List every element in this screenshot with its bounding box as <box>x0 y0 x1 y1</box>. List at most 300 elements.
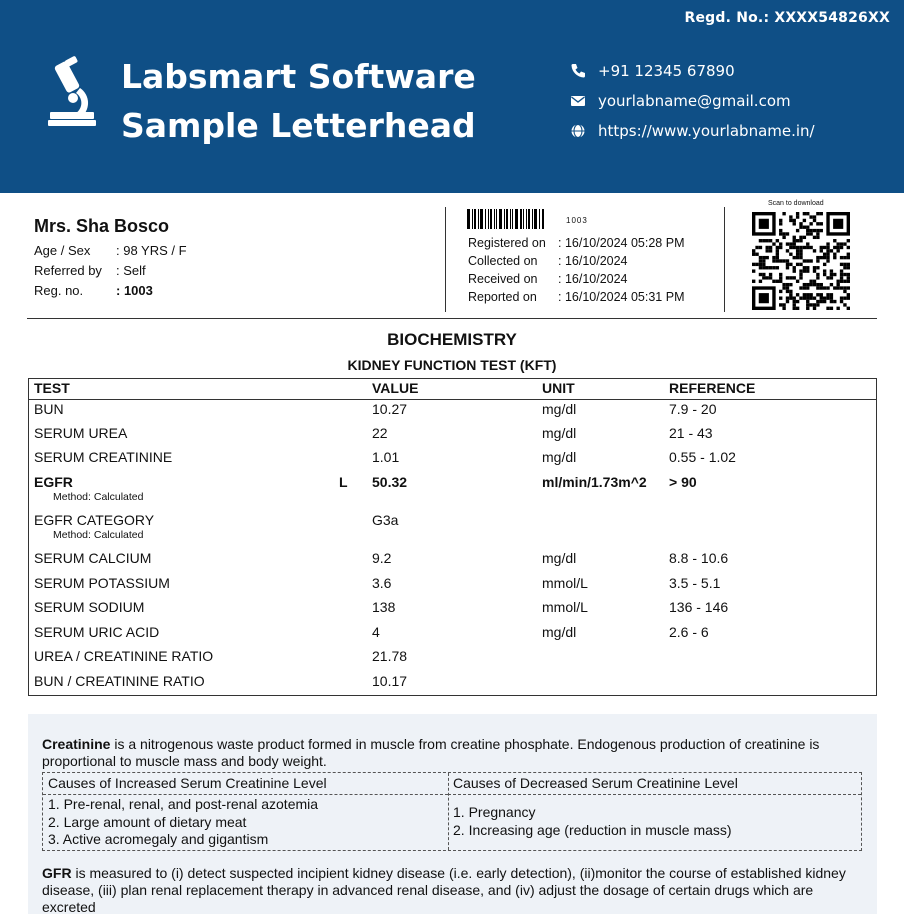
barcode-bar <box>499 209 502 229</box>
field-label: Referred by <box>34 262 102 278</box>
department-title: BIOCHEMISTRY <box>387 330 517 349</box>
date-label: Collected on <box>468 254 538 268</box>
qr-module <box>836 283 839 286</box>
qr-module <box>826 246 829 249</box>
qr-module <box>843 242 846 245</box>
qr-module <box>847 286 850 289</box>
barcode-bar <box>472 209 473 229</box>
qr-module <box>840 273 843 276</box>
barcode-bar <box>510 209 511 229</box>
reference-range: 21 - 43 <box>669 425 713 441</box>
qr-module <box>830 276 833 279</box>
qr-module <box>820 286 823 289</box>
qr-module <box>789 283 792 286</box>
qr-module <box>836 307 839 310</box>
registered-on <box>468 234 684 252</box>
barcode-bar <box>528 209 530 229</box>
website-text: https://www.yourlabname.in/ <box>598 122 815 140</box>
qr-module <box>796 215 799 218</box>
qr-module <box>820 283 823 286</box>
qr-module <box>776 256 779 259</box>
result-unit: mmol/L <box>542 599 588 615</box>
qr-module <box>755 246 758 249</box>
qr-module <box>776 253 779 256</box>
qr-module <box>843 263 846 266</box>
qr-module <box>803 219 806 222</box>
test-name: SERUM UREA <box>34 425 128 441</box>
qr-module <box>793 236 796 239</box>
qr-caption: Scan to download <box>768 200 824 207</box>
qr-module <box>772 242 775 245</box>
qr-module <box>779 222 782 225</box>
qr-module <box>813 303 816 306</box>
qr-module <box>803 212 806 215</box>
qr-module <box>793 300 796 303</box>
field-label: Age / Sex <box>34 242 91 258</box>
test-name: EGFR CATEGORY <box>34 512 155 528</box>
reference-range: 0.55 - 1.02 <box>669 449 736 465</box>
date-label: Received on <box>468 272 538 286</box>
patient-age-sex <box>34 240 187 260</box>
qr-module <box>803 283 806 286</box>
qr-module <box>776 239 779 242</box>
qr-module <box>816 236 819 239</box>
increased-causes-list <box>48 796 318 849</box>
qr-module <box>836 242 839 245</box>
qr-module <box>816 256 819 259</box>
result-value: 50.32 <box>372 474 408 490</box>
qr-module <box>799 239 802 242</box>
qr-module <box>799 246 802 249</box>
qr-module <box>793 239 796 242</box>
qr-module <box>752 253 755 256</box>
result-value: 138 <box>372 599 396 615</box>
qr-module <box>782 303 785 306</box>
result-value: 10.17 <box>372 673 408 689</box>
qr-module <box>816 232 819 235</box>
barcode-bar <box>539 209 540 229</box>
test-name: SERUM CREATININE <box>34 449 173 465</box>
barcode-bar <box>474 209 476 229</box>
qr-module <box>847 263 850 266</box>
qr-module <box>836 246 839 249</box>
result-unit: mg/dl <box>542 401 577 417</box>
qr-module <box>820 212 823 215</box>
causes-table <box>42 772 862 851</box>
microscope-icon <box>46 58 102 128</box>
list-item: 2. Large amount of dietary meat <box>48 813 247 830</box>
test-name: SERUM POTASSIUM <box>34 575 170 591</box>
brand-line-1: Labsmart Software <box>121 57 476 96</box>
qr-module <box>806 269 809 272</box>
qr-module <box>816 293 819 296</box>
qr-module <box>847 239 850 242</box>
qr-module <box>847 307 850 310</box>
list-item: 1. Pre-renal, renal, and post-renal azotemia <box>48 796 319 812</box>
qr-module <box>809 283 812 286</box>
qr-module <box>759 263 762 266</box>
qr-module <box>759 293 769 303</box>
qr-module <box>796 253 799 256</box>
qr-module <box>752 280 755 283</box>
qr-module <box>782 212 785 215</box>
result-unit: mg/dl <box>542 624 577 640</box>
qr-module <box>830 307 833 310</box>
qr-module <box>786 286 789 289</box>
qr-module <box>793 266 796 269</box>
qr-module <box>799 249 802 252</box>
qr-module <box>789 215 792 218</box>
qr-module <box>766 249 769 252</box>
qr-module <box>830 269 833 272</box>
brand-title <box>121 52 476 150</box>
qr-module <box>786 263 789 266</box>
barcode-bar <box>478 209 479 229</box>
qr-module <box>769 273 772 276</box>
qr-module <box>806 300 809 303</box>
barcode-bar <box>496 209 497 229</box>
date-value: : 16/10/2024 <box>558 254 628 268</box>
qr-module <box>809 229 812 232</box>
result-value: 9.2 <box>372 550 392 566</box>
qr-module <box>762 266 765 269</box>
qr-module <box>840 286 843 289</box>
qr-module <box>769 266 772 269</box>
divider <box>27 318 877 319</box>
qr-module <box>833 253 836 256</box>
phone-icon <box>570 63 586 79</box>
qr-module <box>806 212 809 215</box>
column-header: VALUE <box>372 380 419 396</box>
qr-module <box>793 256 796 259</box>
result-unit: mg/dl <box>542 550 577 566</box>
qr-module <box>830 249 833 252</box>
qr-module <box>833 286 836 289</box>
result-unit: mg/dl <box>542 425 577 441</box>
qr-module <box>840 246 843 249</box>
qr-module <box>847 293 850 296</box>
qr-module <box>806 296 809 299</box>
qr-module <box>803 269 806 272</box>
qr-module <box>786 259 789 262</box>
barcode-bar <box>542 209 544 229</box>
date-value: : 16/10/2024 <box>558 272 628 286</box>
qr-module <box>813 215 816 218</box>
qr-module <box>836 249 839 252</box>
qr-module <box>826 286 829 289</box>
qr-module <box>823 296 826 299</box>
barcode-bar <box>526 209 527 229</box>
qr-module <box>782 307 785 310</box>
collected-on <box>468 252 684 270</box>
qr-module <box>847 280 850 283</box>
qr-module <box>796 249 799 252</box>
date-value: : 16/10/2024 05:31 PM <box>558 290 685 304</box>
patient-info <box>34 216 187 300</box>
qr-module <box>826 249 829 252</box>
qr-module <box>782 232 785 235</box>
qr-module <box>762 256 765 259</box>
qr-module <box>779 273 782 276</box>
qr-module <box>786 300 789 303</box>
qr-module <box>840 256 843 259</box>
qr-module <box>793 246 796 249</box>
date-label: Registered on <box>468 236 546 250</box>
qr-module <box>759 266 762 269</box>
qr-module <box>762 273 765 276</box>
qr-module <box>759 259 762 262</box>
qr-module <box>820 256 823 259</box>
qr-module <box>786 276 789 279</box>
qr-module <box>830 300 833 303</box>
result-value: 4 <box>372 624 380 640</box>
qr-module <box>772 256 775 259</box>
qr-module <box>813 307 816 310</box>
qr-module <box>826 276 829 279</box>
barcode-bar <box>490 209 492 229</box>
qr-module <box>776 246 779 249</box>
gfr-term: GFR <box>42 865 72 881</box>
qr-module <box>843 266 846 269</box>
list-item: 1. Pregnancy <box>453 804 536 820</box>
qr-module <box>759 256 762 259</box>
qr-module <box>816 259 819 262</box>
reference-range: > 90 <box>669 474 697 490</box>
column-header: TEST <box>34 380 70 396</box>
contact-list <box>570 56 815 146</box>
qr-module <box>843 273 846 276</box>
result-unit: mg/dl <box>542 449 577 465</box>
qr-module <box>776 259 779 262</box>
qr-module <box>793 303 796 306</box>
qr-module <box>793 296 796 299</box>
qr-code[interactable] <box>752 212 850 310</box>
qr-module <box>796 256 799 259</box>
qr-module <box>830 283 833 286</box>
qr-module <box>799 253 802 256</box>
abnormal-flag: L <box>339 474 348 490</box>
barcode-bar <box>480 209 483 229</box>
qr-module <box>816 222 819 225</box>
date-value: : 16/10/2024 05:28 PM <box>558 236 685 250</box>
qr-module <box>813 283 816 286</box>
qr-module <box>806 246 809 249</box>
result-value: 10.27 <box>372 401 408 417</box>
qr-module <box>799 256 802 259</box>
registration-number: Regd. No.: XXXX54826XX <box>684 10 890 26</box>
qr-module <box>809 303 812 306</box>
qr-module <box>779 246 782 249</box>
test-name: SERUM URIC ACID <box>34 624 160 640</box>
patient-reg-no <box>34 280 187 300</box>
qr-module <box>840 300 843 303</box>
qr-module <box>847 276 850 279</box>
qr-module <box>779 296 782 299</box>
qr-module <box>816 276 819 279</box>
qr-module <box>809 246 812 249</box>
qr-module <box>813 219 816 222</box>
qr-module <box>806 226 809 229</box>
qr-module <box>820 300 823 303</box>
qr-module <box>816 266 819 269</box>
qr-module <box>779 259 782 262</box>
qr-module <box>769 249 772 252</box>
creatinine-text: is a nitrogenous waste product formed in muscle from creatine phosphate. Endogenous production of creatinine is proportional to muscle mass and body weight. <box>42 736 820 769</box>
qr-module <box>843 303 846 306</box>
qr-module <box>755 253 758 256</box>
qr-module <box>826 259 829 262</box>
qr-module <box>830 293 833 296</box>
qr-module <box>806 242 809 245</box>
qr-module <box>803 296 806 299</box>
qr-module <box>847 256 850 259</box>
divider <box>445 207 446 312</box>
qr-module <box>799 296 802 299</box>
qr-module <box>803 286 806 289</box>
method-note: Method: Calculated <box>53 491 144 503</box>
patient-referred-by <box>34 260 187 280</box>
qr-module <box>779 219 782 222</box>
qr-module <box>786 266 789 269</box>
qr-module <box>813 269 816 272</box>
contact-email[interactable] <box>570 86 815 116</box>
qr-module <box>782 283 785 286</box>
qr-module <box>769 239 772 242</box>
field-value: : 1003 <box>116 282 153 298</box>
test-name: BUN / CREATININE RATIO <box>34 673 205 689</box>
qr-module <box>840 296 843 299</box>
qr-module <box>789 242 792 245</box>
qr-module <box>779 303 782 306</box>
qr-module <box>843 286 846 289</box>
qr-module <box>799 286 802 289</box>
panel-title: KIDNEY FUNCTION TEST (KFT) <box>347 357 557 373</box>
qr-module <box>847 253 850 256</box>
divider <box>448 773 449 850</box>
qr-module <box>843 290 846 293</box>
result-value: 22 <box>372 425 388 441</box>
qr-module <box>830 273 833 276</box>
barcode-bar <box>488 209 489 229</box>
qr-module <box>806 266 809 269</box>
qr-module <box>809 280 812 283</box>
qr-module <box>796 300 799 303</box>
increased-causes-header: Causes of Increased Serum Creatinine Level <box>43 773 448 795</box>
qr-module <box>796 212 799 215</box>
qr-module <box>809 259 812 262</box>
qr-module <box>816 283 819 286</box>
qr-module <box>789 290 792 293</box>
qr-module <box>820 293 823 296</box>
list-item: 2. Increasing age (reduction in muscle mass) <box>453 821 732 838</box>
qr-module <box>813 266 816 269</box>
qr-module <box>786 232 789 235</box>
barcode-bar <box>504 209 505 229</box>
qr-module <box>813 280 816 283</box>
qr-module <box>789 276 792 279</box>
qr-module <box>803 246 806 249</box>
list-item: 3. Active acromegaly and gigantism <box>48 831 269 847</box>
qr-module <box>809 293 812 296</box>
qr-module <box>833 246 836 249</box>
qr-module <box>843 296 846 299</box>
barcode-bar <box>520 209 522 229</box>
qr-module <box>772 266 775 269</box>
divider <box>724 207 725 312</box>
field-label: Reg. no. <box>34 282 84 298</box>
qr-module <box>759 273 762 276</box>
field-value: : Self <box>116 262 146 278</box>
contact-phone[interactable] <box>570 56 815 86</box>
qr-module <box>836 280 839 283</box>
qr-module <box>755 263 758 266</box>
qr-module <box>840 280 843 283</box>
qr-module <box>782 236 785 239</box>
qr-module <box>847 246 850 249</box>
qr-module <box>806 293 809 296</box>
qr-module <box>796 307 799 310</box>
qr-module <box>793 219 796 222</box>
qr-module <box>766 239 769 242</box>
qr-module <box>816 212 819 215</box>
qr-module <box>796 263 799 266</box>
qr-module <box>766 256 769 259</box>
qr-module <box>836 286 839 289</box>
qr-module <box>826 256 829 259</box>
brand-line-2: Sample Letterhead <box>121 106 476 145</box>
qr-module <box>789 293 792 296</box>
qr-module <box>820 249 823 252</box>
qr-module <box>799 273 802 276</box>
phone-text: +91 12345 67890 <box>598 62 735 80</box>
qr-module <box>806 303 809 306</box>
reference-range: 8.8 - 10.6 <box>669 550 729 566</box>
qr-module <box>793 307 796 310</box>
qr-module <box>847 266 850 269</box>
qr-module <box>762 276 765 279</box>
qr-module <box>779 290 782 293</box>
decreased-causes-header: Causes of Decreased Serum Creatinine Level <box>448 773 861 795</box>
qr-module <box>823 269 826 272</box>
qr-module <box>816 229 819 232</box>
qr-module <box>840 242 843 245</box>
date-label: Reported on <box>468 290 537 304</box>
qr-module <box>816 273 819 276</box>
qr-module <box>833 239 836 242</box>
qr-module <box>813 236 816 239</box>
qr-module <box>766 246 769 249</box>
qr-module <box>789 263 792 266</box>
result-value: 21.78 <box>372 648 408 664</box>
qr-module <box>813 296 816 299</box>
qr-module <box>782 259 785 262</box>
qr-module <box>762 259 765 262</box>
qr-module <box>799 226 802 229</box>
qr-module <box>803 293 806 296</box>
reference-range: 7.9 - 20 <box>669 401 717 417</box>
test-name: EGFR <box>34 474 73 490</box>
results-table <box>28 378 877 696</box>
qr-module <box>769 246 772 249</box>
qr-module <box>823 263 826 266</box>
qr-module <box>789 296 792 299</box>
reference-range: 3.5 - 5.1 <box>669 575 721 591</box>
qr-module <box>843 280 846 283</box>
barcode-bar <box>515 209 518 229</box>
contact-website[interactable] <box>570 116 815 146</box>
qr-module <box>786 296 789 299</box>
test-name: UREA / CREATININE RATIO <box>34 648 214 664</box>
